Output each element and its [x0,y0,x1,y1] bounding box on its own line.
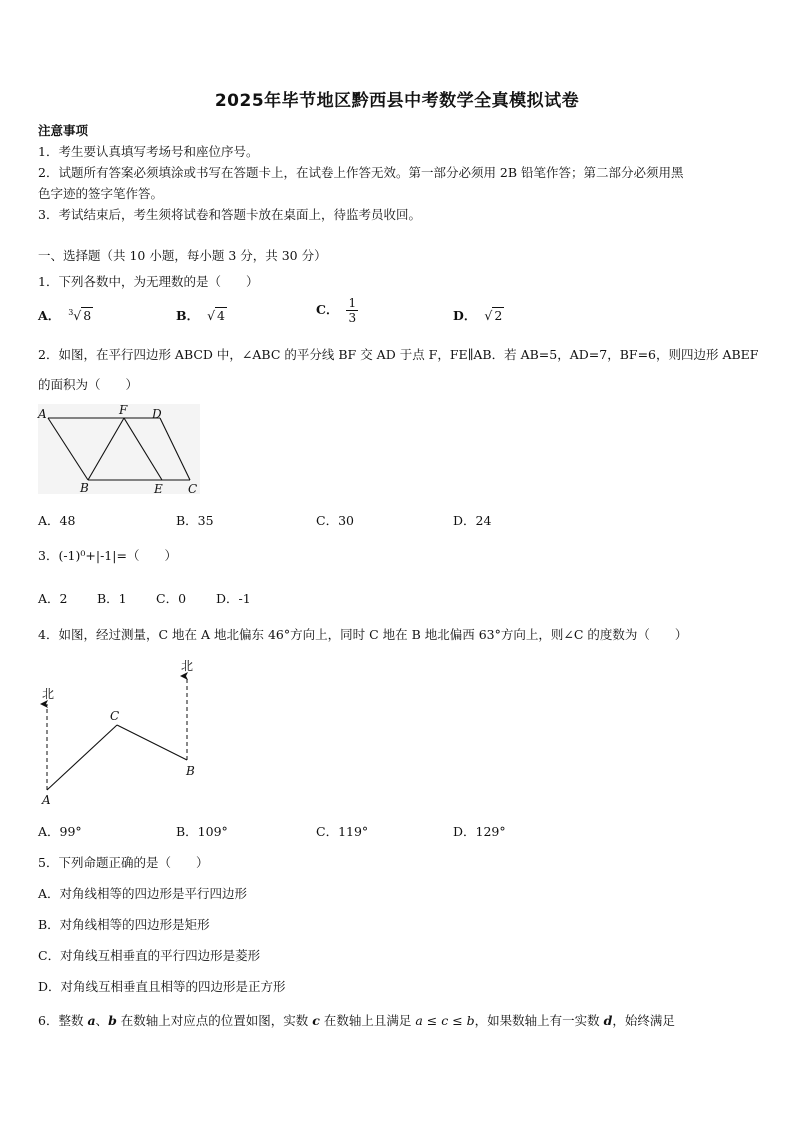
q1-option-a: A． $^3$√ 8 [38,307,92,323]
q6-var-d: d [603,1013,613,1028]
q2-option-d: D．24 [453,513,492,528]
q6-text-4: 在数轴上且满足 [319,1013,416,1028]
q1-option-c-fraction [346,297,358,324]
q1-option-b-label: B． [176,308,200,323]
q1-option-a-label: A． [38,308,61,323]
north-label-b: 北 [181,659,194,673]
q4-option-b: B．109° [176,824,228,839]
q1-option-d-label: D． [453,308,477,323]
q6-inequality: a ≤ c ≤ b [415,1013,475,1028]
segment-cb [117,725,187,760]
q4-stem: 4．如图，经过测量，C 地在 A 地北偏东 46°方向上，同时 C 地在 B 地北偏西 63°方向上，则∠C 的度数为（ ） [38,627,688,642]
point-label-e: E [154,482,163,496]
q6-var-b: b [108,1013,117,1028]
q2-option-a: A．48 [38,513,76,528]
q4-option-a: A．99° [38,824,82,839]
point-label-b: B [80,481,89,495]
point-label-a: A [42,793,51,807]
q1-option-a-radicand: 8 [83,308,92,323]
q1-option-d-radicand: 2 [494,308,503,323]
q2-stem-line1: 2．如图，在平行四边形 ABCD 中，∠ABC 的平分线 BF 交 AD 于点 F，FE∥AB．若 AB=5，AD=7，BF=6，则四边形 ABEF [38,347,759,362]
q3-option-d: D．-1 [216,591,251,606]
notice-item-2-cont: 色字迹的签字笔作答。 [38,186,164,201]
q5-stem: 5．下列命题正确的是（ ） [38,855,209,870]
q4-bearing-figure [36,652,216,810]
point-label-f: F [119,403,128,417]
q6-text-6: ，始终满足 [612,1013,675,1028]
q1-option-c [316,297,358,324]
q6-var-a: a [87,1013,96,1028]
q1-option-c-numerator: 1 [348,296,357,310]
point-label-d: D [152,407,162,421]
section-heading: 一、选择题（共 10 小题，每小题 3 分，共 30 分） [38,248,327,263]
point-label-c: C [110,709,120,723]
q1-option-a-index: 3 [68,307,74,317]
q6-var-c: c [312,1013,320,1028]
q3-option-a: A．2 [38,591,68,606]
q3-stem: 3．(-1)⁰+|-1|=（ ） [38,548,177,563]
q2-parallelogram-figure [36,402,202,496]
q4-option-c: C．119° [316,824,369,839]
q4-option-d: D．129° [453,824,506,839]
q6-text-3: 在数轴上对应点的位置如图，实数 [116,1013,313,1028]
q1-option-b: B． √ 4 [176,308,225,323]
point-label-c: C [188,482,198,496]
page-title: 2025年毕节地区黔西县中考数学全真模拟试卷 [214,91,580,111]
notice-heading: 注意事项 [38,123,89,138]
q1-option-d: D． √ 2 [453,308,503,323]
q3-option-c: C．0 [156,591,187,606]
q2-option-b: B．35 [176,513,214,528]
q5-option-d: D．对角线互相垂直且相等的四边形是正方形 [38,979,286,994]
q1-stem: 1．下列各数中，为无理数的是（ ） [38,274,259,289]
q5-option-b: B．对角线相等的四边形是矩形 [38,917,210,932]
q2-option-c: C．30 [316,513,354,528]
q1-option-b-radicand: 4 [217,308,225,323]
q6-text-2: 、 [95,1013,109,1028]
north-label-a: 北 [42,687,55,701]
point-label-a: A [38,407,47,421]
q3-option-b: B．1 [97,591,127,606]
notice-item-3: 3．考试结束后，考生须将试卷和答题卡放在桌面上，待监考员收回。 [38,207,421,222]
q6-stem [38,1011,675,1029]
q6-text-5: ，如果数轴上有一实数 [474,1013,604,1028]
point-label-b: B [186,764,195,778]
notice-item-2: 2．试题所有答案必须填涂或书写在答题卡上，在试卷上作答无效。第一部分必须用 2B 铅笔作答；第二部分必须用黑 [38,165,684,180]
q6-text-1: 6．整数 [38,1013,88,1028]
q1-option-c-denominator: 3 [348,311,357,325]
q1-option-c-label: C． [316,302,339,317]
q5-option-a: A．对角线相等的四边形是平行四边形 [38,886,248,901]
notice-item-1: 1．考生要认真填写考场号和座位序号。 [38,144,259,159]
q5-option-c: C．对角线互相垂直的平行四边形是菱形 [38,948,261,963]
segment-ac [47,725,117,790]
q2-stem-line2: 的面积为（ ） [38,377,139,392]
